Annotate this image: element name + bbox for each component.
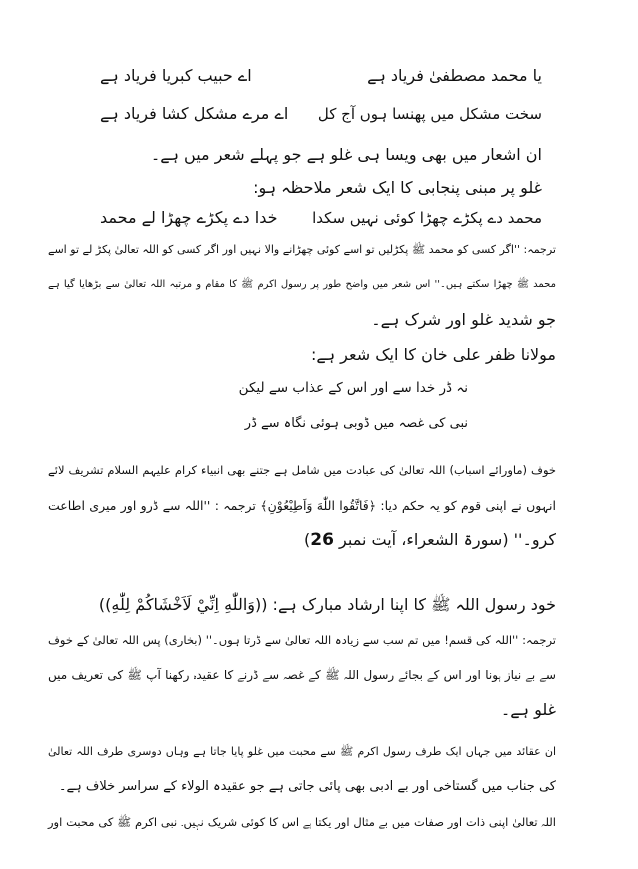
ayah-number: 26 (310, 530, 334, 550)
translation1-line2: محمد ﷺ چھڑا سکتے ہیں۔'' اس شعر میں واضح طور پر رسول اکرم ﷺ کا مقام و مرتبہ اللہ تعالیٰ سے بڑھایا گیا ہے (48, 279, 556, 290)
para5-line3: اللہ تعالیٰ اپنی ذات اور صفات میں بے مثال اور یکتا ہے اس کا کوئی شریک نہیں۔ نبی اکرم ﷺ کی محبت اور (48, 815, 556, 829)
quran-verse-arabic: فَاتَّقُوا اللّٰهَ وَاَطِيْعُوْنِ (267, 498, 369, 513)
para4-line1-part-b: )) (98, 595, 112, 614)
couplet2-left: خدا دے پکڑے چھڑا لے محمد (100, 208, 278, 227)
couplet1-line1-right: یا محمد مصطفیٰ فریاد ہے (367, 66, 542, 85)
para4-line3: سے بے نیاز ہونا اور اس کے بجائے رسول اللہ ﷺ کے غصہ سے ڈرنے کا عقیدہ رکھنا آپ ﷺ کی تعریف میں (48, 668, 556, 682)
para1-text: ان اشعار میں بھی ویسا ہی غلو ہے جو پہلے شعر میں ہے۔ (150, 145, 542, 164)
couplet3-line1: نہ ڈر خدا سے اور اس کے عذاب سے لیکن (238, 380, 468, 396)
zafar-heading: مولانا ظفر علی خان کا ایک شعر ہے: (310, 345, 556, 364)
para3-line3 (304, 528, 556, 552)
para3-line2-part-b: ﴾ ترجمہ : ''اللہ سے ڈرو اور میری اطاعت (48, 498, 268, 513)
translation1-line1: ترجمہ: ''اگر کسی کو محمد ﷺ پکڑلیں تو اسے کوئی چھڑانے والا نہیں اور اگر کسی کو اللہ تعالیٰ پکڑ لے تو اسے (48, 243, 556, 256)
couplet1-line2-left: اے مرے مشکل کشا فریاد ہے (100, 104, 289, 123)
couplet1-line1-left: اے حبیب کبریا فریاد ہے (100, 66, 252, 85)
para4-line2: ترجمہ: ''اللہ کی قسم! میں تم سب سے زیادہ اللہ تعالیٰ سے ڈرتا ہوں۔'' (بخاری) پس اللہ تعالیٰ کے خوف (48, 633, 556, 647)
para5-line1: ان عقائد میں جہاں ایک طرف رسول اکرم ﷺ سے محبت میں غلو پایا جاتا ہے وہاں دوسری طرف اللہ تعالیٰ (48, 745, 556, 758)
para3-line3-part-b: ) (304, 530, 311, 549)
para3-line3-part-a: کرو۔'' (سورۃ الشعراء، آیت نمبر (333, 530, 556, 549)
para4-line1-part-a: خود رسول اللہ ﷺ کا اپنا ارشاد مبارک ہے: (( (254, 595, 556, 614)
para3-line2 (48, 494, 556, 518)
couplet2-right: محمد دے پکڑے چھڑا کوئی نہیں سکدا (312, 209, 542, 227)
hadith-arabic: وَاللّٰهِ اِنِّيْ لَاَخْشَاكُمْ لِلّٰهِ (111, 595, 255, 614)
para3-line2-part-a: انہوں نے اپنی قوم کو یہ حکم دیا: ﴿ (368, 498, 557, 513)
para5-line2: کی جناب میں گستاخی اور بے ادبی بھی پائی جاتی ہے جو عقیدہ الولاء کے سراسر خلاف ہے۔ (58, 779, 556, 794)
couplet3-line2: نبی کی غصہ میں ڈوبی ہوئی نگاہ سے ڈر (244, 416, 468, 431)
translation1-line3: جو شدید غلو اور شرک ہے۔ (371, 310, 556, 329)
punjabi-heading: غلو پر مبنی پنجابی کا ایک شعر ملاحظہ ہو: (253, 178, 542, 197)
couplet1-line2-right: سخت مشکل میں پھنسا ہوں آج کل (317, 105, 542, 123)
para4-line4: غلو ہے۔ (500, 700, 556, 719)
para3-line1: خوف (ماورائے اسباب) اللہ تعالیٰ کی عبادت میں شامل ہے جتنے بھی انبیاء کرام علیہم السلام تشریف لائے (48, 463, 556, 477)
para4-line1 (99, 593, 556, 617)
